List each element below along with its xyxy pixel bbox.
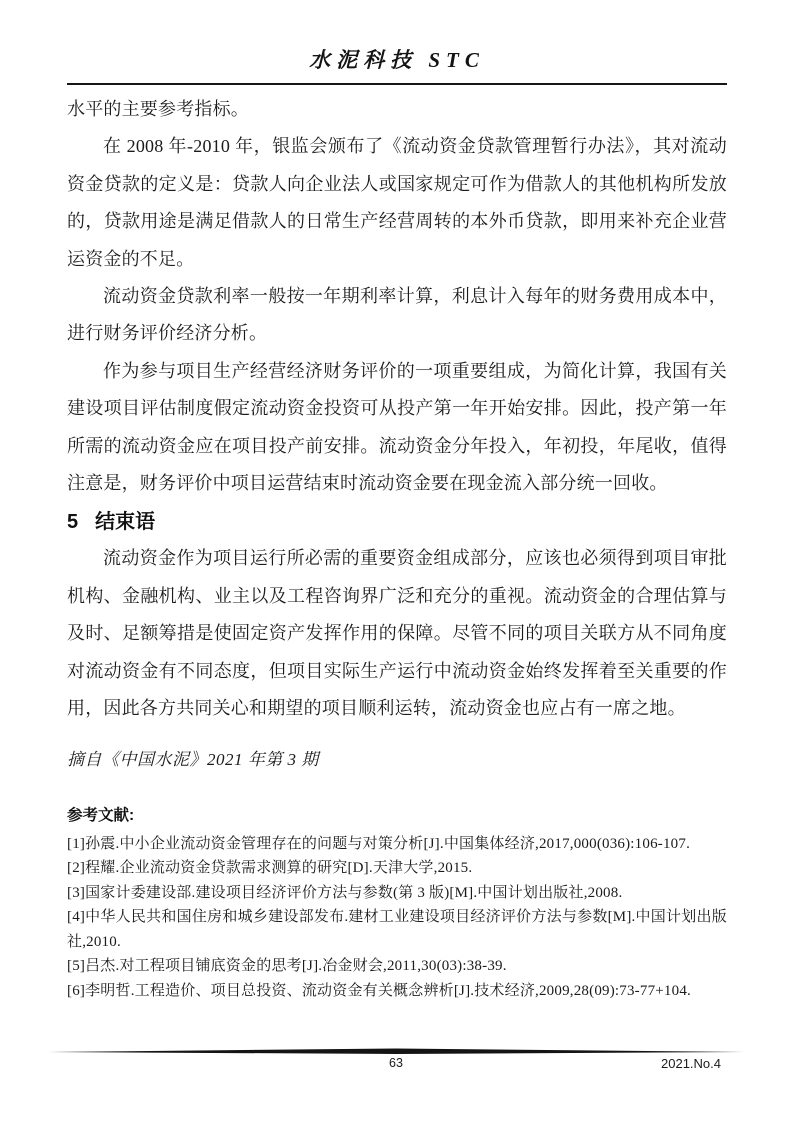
journal-title: 水泥科技 STC bbox=[309, 48, 485, 72]
page-number: 63 bbox=[389, 1056, 403, 1070]
paragraph-fragment: 水平的主要参考指标。 bbox=[67, 99, 249, 119]
section-number: 5 bbox=[67, 511, 79, 534]
footer-row bbox=[48, 1056, 744, 1074]
source-note: 摘自《中国水泥》2021 年第 3 期 bbox=[67, 749, 319, 769]
footer-rule bbox=[48, 1048, 744, 1055]
reference-item: [4]中华人民共和国住房和城乡建设部发布.建材工业建设项目经济评价方法与参数[M].中国计划出版社,2010. bbox=[67, 909, 727, 950]
section-heading bbox=[67, 507, 727, 537]
references-heading: 参考文献: bbox=[67, 806, 135, 824]
reference-item: [6]李明哲.工程造价、项目总投资、流动资金有关概念辨析[J].技术经济,2009,28(09):73-77+104. bbox=[67, 982, 691, 999]
section-title: 结束语 bbox=[95, 511, 156, 534]
page-header bbox=[0, 0, 793, 85]
paragraph: 在 2008 年-2010 年，银监会颁布了《流动资金贷款管理暂行办法》，其对流动资金贷款的定义是：贷款人向企业法人或国家规定可作为借款人的其他机构所发放的，贷款用途是满足借款人的日常生产经营周转的本外币贷款，即用来补充企业营运资金的不足。 bbox=[67, 136, 727, 269]
conclusion-paragraph: 流动资金作为项目运行所必需的重要资金组成部分，应该也必须得到项目审批机构、金融机构、业主以及工程咨询界广泛和充分的重视。流动资金的合理估算与及时、足额筹措是使固定资产发挥作用的保障。尽管不同的项目关联方从不同角度对流动资金有不同态度，但项目实际生产运行中流动资金始终发挥着至关重要的作用，因此各方共同关心和期望的项目顺利运转，流动资金也应占有一席之地。 bbox=[67, 548, 727, 719]
reference-item: [1]孙震.中小企业流动资金管理存在的问题与对策分析[J].中国集体经济,2017,000(036):106-107. bbox=[67, 835, 691, 852]
page-footer bbox=[48, 1048, 744, 1074]
references-list bbox=[67, 832, 727, 1004]
paragraph: 流动资金贷款利率一般按一年期利率计算，利息计入每年的财务费用成本中，进行财务评价经济分析。 bbox=[67, 286, 727, 344]
paragraph: 作为参与项目生产经营经济财务评价的一项重要组成，为简化计算，我国有关建设项目评估制度假定流动资金投资可从投产第一年开始安排。因此，投产第一年所需的流动资金应在项目投产前安排。流动资金分年投入，年初投，年尾收，值得注意是，财务评价中项目运营结束时流动资金要在现金流入部分统一回收。 bbox=[67, 360, 727, 494]
reference-item: [5]吕杰.对工程项目铺底资金的思考[J].冶金财会,2011,30(03):38-39. bbox=[67, 958, 507, 974]
reference-item: [2]程耀.企业流动资金贷款需求测算的研究[D].天津大学,2015. bbox=[67, 860, 473, 876]
reference-item: [3]国家计委建设部.建设项目经济评价方法与参数(第 3 版)[M].中国计划出版社,2008. bbox=[67, 884, 623, 901]
issue-label: 2021.No.4 bbox=[661, 1056, 721, 1071]
article-body bbox=[0, 85, 793, 1003]
